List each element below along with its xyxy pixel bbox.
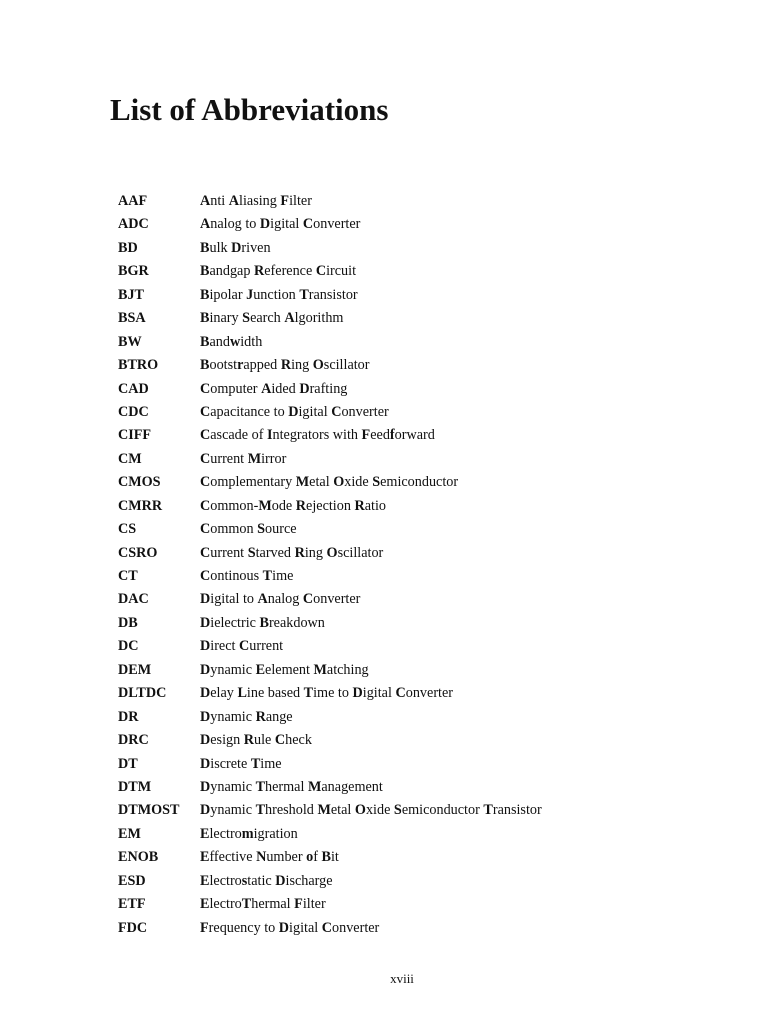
definition-text: ime — [272, 568, 294, 584]
definition-text: ime to — [313, 685, 353, 702]
abbreviation-definition — [200, 753, 282, 776]
page-number: xviii — [390, 971, 414, 986]
abbreviation-term: CIFF — [118, 427, 152, 444]
abbreviation-definition — [200, 870, 333, 893]
definition-initial: E — [255, 661, 266, 678]
definition-initial: B — [200, 263, 210, 280]
abbreviation-definition — [200, 682, 453, 705]
definition-text: ransistor — [308, 286, 358, 303]
abbreviation-definition — [200, 917, 379, 940]
definition-initial: F — [200, 919, 209, 936]
definition-initial: D — [352, 685, 363, 702]
definition-text: hermal — [251, 896, 295, 913]
abbreviation-term: BTRO — [118, 357, 159, 374]
abbreviation-definition — [200, 260, 356, 283]
abbreviation-row — [118, 354, 718, 377]
abbreviation-definition — [200, 706, 293, 729]
abbreviation-definition — [200, 471, 458, 494]
abbreviation-definition — [200, 518, 297, 541]
definition-initial: B — [200, 357, 210, 374]
definition-initial: C — [274, 732, 286, 749]
definition-initial: A — [200, 216, 211, 233]
definition-initial: B — [200, 310, 210, 327]
definition-initial: R — [255, 708, 266, 725]
definition-initial: D — [200, 778, 211, 795]
definition-text: ode — [271, 497, 296, 514]
definition-initial: R — [280, 357, 292, 374]
definition-text: apacitance to — [210, 403, 289, 420]
definition-text: omplementary — [210, 474, 296, 491]
abbreviation-row — [118, 213, 718, 236]
abbreviation-term: DR — [118, 708, 139, 725]
definition-text: igital to — [210, 591, 258, 608]
definition-initial: O — [326, 544, 338, 561]
definition-text: liasing — [239, 193, 281, 209]
definition-initial: D — [200, 638, 211, 655]
definition-initial: C — [200, 427, 211, 444]
definition-text: ascade of — [210, 427, 267, 444]
definition-initial: D — [299, 380, 310, 397]
abbreviation-row — [118, 917, 718, 940]
definition-initial: E — [200, 872, 210, 889]
definition-initial: A — [228, 193, 240, 209]
definition-initial: F — [361, 427, 371, 444]
definition-initial: f — [389, 427, 395, 444]
definition-initial: M — [295, 474, 310, 491]
definition-initial: E — [200, 825, 210, 842]
definition-initial: C — [321, 919, 333, 936]
abbreviation-definition — [200, 846, 339, 869]
definition-text: atching — [326, 661, 369, 678]
definition-text: apped — [243, 357, 281, 374]
definition-initial: C — [395, 685, 406, 702]
abbreviation-term: AAF — [118, 193, 148, 209]
definition-initial: D — [259, 216, 271, 233]
definition-text: scillator — [323, 357, 370, 374]
definition-initial: s — [241, 872, 248, 889]
abbreviation-definition — [200, 495, 386, 518]
abbreviation-definition — [200, 307, 343, 330]
abbreviation-definition — [200, 893, 326, 916]
definition-text: irror — [261, 450, 287, 467]
definition-initial: B — [200, 333, 210, 350]
definition-text: elay — [210, 685, 238, 702]
definition-initial: D — [200, 708, 211, 725]
definition-initial: B — [200, 286, 210, 303]
abbreviation-term: CT — [118, 568, 138, 584]
abbreviation-definition — [200, 401, 389, 424]
abbreviation-term: EM — [118, 825, 141, 842]
definition-initial: R — [294, 544, 305, 561]
definition-text: ource — [265, 521, 297, 538]
abbreviation-row — [118, 284, 718, 307]
abbreviation-row — [118, 753, 718, 776]
definition-text: ircuit — [326, 263, 357, 280]
abbreviation-term: DTM — [118, 778, 152, 795]
definition-initial: T — [250, 755, 261, 772]
definition-text: esign — [210, 732, 244, 749]
abbreviation-row — [118, 635, 718, 658]
abbreviation-list — [118, 190, 718, 940]
definition-initial: N — [256, 849, 267, 866]
definition-initial: T — [303, 685, 314, 702]
definition-initial: R — [354, 497, 365, 514]
definition-text: ransistor — [492, 802, 542, 819]
abbreviation-term: ETF — [118, 896, 146, 913]
definition-text: ulk — [209, 239, 232, 256]
definition-initial: m — [241, 825, 254, 842]
abbreviation-term: ESD — [118, 872, 146, 889]
definition-text: eed — [370, 427, 390, 444]
definition-text: hermal — [265, 778, 308, 795]
definition-text: ynamic — [210, 802, 256, 819]
definition-initial: B — [259, 614, 269, 631]
definition-initial: D — [200, 591, 211, 608]
definition-initial: M — [258, 497, 272, 514]
definition-initial: C — [200, 497, 211, 514]
definition-text: emiconductor — [401, 802, 484, 819]
abbreviation-term: BGR — [118, 263, 149, 280]
definition-text: earch — [250, 310, 285, 327]
abbreviation-row — [118, 823, 718, 846]
abbreviation-term: CAD — [118, 380, 149, 397]
definition-initial: C — [200, 450, 211, 467]
definition-text: onverter — [332, 919, 380, 936]
definition-initial: T — [255, 778, 266, 795]
abbreviation-term: DEM — [118, 661, 152, 678]
definition-initial: S — [242, 310, 251, 327]
abbreviation-term: CSRO — [118, 544, 158, 561]
definition-text: f — [313, 849, 322, 866]
abbreviation-row — [118, 331, 718, 354]
abbreviation-row — [118, 401, 718, 424]
definition-text: andgap — [209, 263, 254, 280]
abbreviation-row — [118, 542, 718, 565]
definition-text: urrent — [210, 544, 248, 561]
definition-initial: T — [483, 802, 493, 819]
abbreviation-definition — [200, 659, 369, 682]
abbreviation-definition — [200, 190, 312, 213]
definition-text: inary — [209, 310, 243, 327]
abbreviation-term: ADC — [118, 216, 149, 233]
definition-text: hreshold — [265, 802, 318, 819]
definition-text: requency to — [208, 919, 279, 936]
definition-text: unction — [253, 286, 300, 303]
definition-initial: B — [321, 849, 331, 866]
definition-initial: M — [313, 661, 327, 678]
definition-text: it — [330, 849, 339, 866]
definition-text: onverter — [405, 685, 454, 702]
abbreviation-term: BD — [118, 239, 138, 256]
abbreviation-definition — [200, 588, 360, 611]
definition-initial: L — [237, 685, 247, 702]
definition-initial: C — [315, 263, 327, 280]
definition-initial: C — [200, 380, 211, 397]
abbreviation-row — [118, 846, 718, 869]
definition-text: reakdown — [268, 614, 325, 631]
abbreviation-row — [118, 659, 718, 682]
abbreviation-definition — [200, 354, 370, 377]
definition-text: ntegrators with — [272, 427, 362, 444]
definition-text: ilter — [289, 193, 312, 209]
definition-initial: M — [247, 450, 262, 467]
definition-text: etal — [309, 474, 334, 491]
definition-initial: C — [302, 591, 314, 608]
abbreviation-definition — [200, 424, 435, 447]
definition-text: idth — [240, 333, 263, 350]
abbreviation-term: DB — [118, 614, 138, 631]
definition-text: ing — [291, 357, 313, 374]
definition-text: lgorithm — [294, 310, 344, 327]
definition-text: and — [209, 333, 230, 350]
definition-text: nalog to — [210, 216, 260, 233]
abbreviation-row — [118, 190, 718, 213]
abbreviation-row — [118, 893, 718, 916]
definition-initial: M — [317, 802, 331, 819]
definition-text: urrent — [249, 638, 284, 655]
definition-initial: T — [255, 802, 266, 819]
definition-text: igital — [362, 685, 396, 702]
abbreviation-term: BW — [118, 333, 142, 350]
abbreviation-term: DLTDC — [118, 685, 167, 702]
definition-text: ine based — [246, 685, 304, 702]
definition-text: ilter — [302, 896, 326, 913]
definition-initial: A — [261, 380, 272, 397]
definition-text: eference — [264, 263, 316, 280]
definition-text: scillator — [337, 544, 384, 561]
definition-initial: M — [307, 778, 322, 795]
definition-text: ime — [260, 755, 282, 772]
abbreviation-row — [118, 237, 718, 260]
definition-text: ule — [254, 732, 275, 749]
definition-initial: O — [354, 802, 366, 819]
abbreviation-term: DC — [118, 638, 139, 655]
definition-initial: C — [200, 403, 211, 420]
definition-text: ing — [304, 544, 327, 561]
abbreviation-row — [118, 729, 718, 752]
abbreviation-definition — [200, 378, 347, 401]
definition-text: nti — [210, 193, 229, 209]
abbreviation-row — [118, 518, 718, 541]
abbreviation-row — [118, 260, 718, 283]
abbreviation-term: CMRR — [118, 497, 163, 514]
definition-text: lectro — [209, 825, 242, 842]
abbreviation-definition — [200, 237, 271, 260]
abbreviation-row — [118, 588, 718, 611]
abbreviation-term: DRC — [118, 732, 149, 749]
abbreviation-definition — [200, 331, 262, 354]
definition-initial: R — [254, 263, 265, 280]
abbreviation-row — [118, 799, 718, 822]
definition-initial: T — [299, 286, 309, 303]
definition-initial: T — [241, 896, 252, 913]
abbreviation-definition — [200, 635, 283, 658]
definition-text: xide — [344, 474, 373, 491]
definition-initial: S — [257, 521, 266, 538]
definition-text: ynamic — [210, 708, 256, 725]
definition-text: onverter — [313, 591, 361, 608]
definition-initial: D — [200, 685, 211, 702]
abbreviation-row — [118, 307, 718, 330]
definition-text: ffective — [209, 849, 257, 866]
definition-initial: O — [333, 474, 345, 491]
abbreviation-term: ENOB — [118, 849, 159, 866]
definition-initial: S — [372, 474, 381, 491]
definition-text: ontinous — [210, 568, 263, 584]
definition-text: ielectric — [210, 614, 260, 631]
abbreviation-row — [118, 682, 718, 705]
abbreviation-term: BSA — [118, 310, 146, 327]
definition-text: ynamic — [210, 661, 256, 678]
abbreviation-definition — [200, 823, 298, 846]
abbreviation-definition — [200, 565, 293, 588]
definition-initial: E — [200, 896, 210, 913]
abbreviation-term: CDC — [118, 403, 149, 420]
definition-initial: D — [200, 732, 211, 749]
abbreviation-term: FDC — [118, 919, 148, 936]
definition-text: tarved — [255, 544, 295, 561]
definition-text: omputer — [210, 380, 262, 397]
definition-text: tatic — [247, 872, 276, 889]
definition-initial: D — [200, 661, 211, 678]
definition-initial: R — [243, 732, 254, 749]
definition-text: irect — [210, 638, 239, 655]
definition-initial: F — [294, 896, 303, 913]
abbreviation-definition — [200, 448, 286, 471]
definition-text: anagement — [321, 778, 383, 795]
abbreviation-row — [118, 378, 718, 401]
definition-initial: C — [239, 638, 250, 655]
definition-text: ided — [271, 380, 300, 397]
definition-text: ange — [265, 708, 293, 725]
definition-text: urrent — [210, 450, 248, 467]
definition-text: etal — [330, 802, 355, 819]
abbreviation-definition — [200, 542, 383, 565]
abbreviation-row — [118, 776, 718, 799]
abbreviation-row — [118, 448, 718, 471]
definition-text: onverter — [341, 403, 389, 420]
definition-text: ischarge — [285, 872, 333, 889]
definition-text: heck — [285, 732, 312, 749]
definition-initial: S — [393, 802, 402, 819]
definition-text: lectro — [209, 896, 242, 913]
abbreviation-definition — [200, 776, 383, 799]
abbreviation-definition — [200, 729, 312, 752]
abbreviation-term: BJT — [118, 286, 145, 303]
definition-initial: D — [231, 239, 242, 256]
abbreviation-term: CM — [118, 450, 142, 467]
definition-initial: A — [257, 591, 268, 608]
definition-initial: D — [200, 614, 211, 631]
definition-initial: D — [275, 872, 286, 889]
definition-text: igration — [253, 825, 298, 842]
definition-initial: C — [302, 216, 314, 233]
abbreviation-row — [118, 870, 718, 893]
definition-initial: r — [237, 357, 244, 374]
abbreviation-term: CS — [118, 521, 137, 538]
abbreviation-row — [118, 706, 718, 729]
abbreviation-term: DAC — [118, 591, 149, 608]
definition-text: element — [265, 661, 314, 678]
definition-text: ommon — [210, 521, 258, 538]
definition-initial: B — [200, 239, 210, 256]
definition-initial: D — [200, 802, 211, 819]
definition-initial: D — [278, 919, 290, 936]
definition-text: emiconductor — [380, 474, 459, 491]
definition-text: igital — [270, 216, 303, 233]
definition-text: igital — [289, 919, 322, 936]
abbreviation-term: DTMOST — [118, 802, 180, 819]
definition-text: riven — [241, 239, 271, 256]
abbreviation-row — [118, 495, 718, 518]
abbreviation-row — [118, 471, 718, 494]
definition-initial: D — [288, 403, 299, 420]
definition-text: rafting — [309, 380, 348, 397]
definition-initial: T — [262, 568, 273, 584]
definition-initial: C — [200, 544, 211, 561]
abbreviation-row — [118, 612, 718, 635]
definition-initial: A — [200, 193, 211, 209]
definition-initial: w — [229, 333, 241, 350]
abbreviation-row — [118, 424, 718, 447]
definition-initial: C — [200, 568, 211, 584]
abbreviation-definition — [200, 213, 360, 236]
definition-initial: J — [246, 286, 254, 303]
abbreviation-term: DT — [118, 755, 138, 772]
definition-initial: O — [312, 357, 324, 374]
definition-initial: D — [200, 755, 211, 772]
definition-text: igital — [298, 403, 332, 420]
definition-text: atio — [364, 497, 387, 514]
page-title: List of Abbreviations — [110, 92, 389, 127]
definition-initial: F — [280, 193, 290, 209]
definition-text: orward — [394, 427, 435, 444]
definition-initial: R — [295, 497, 307, 514]
definition-text: onverter — [313, 216, 361, 233]
definition-initial: S — [247, 544, 256, 561]
definition-initial: A — [284, 310, 295, 327]
abbreviation-definition — [200, 799, 542, 822]
definition-text: umber — [266, 849, 307, 866]
definition-text: lectro — [209, 872, 242, 889]
definition-text: ommon- — [210, 497, 259, 514]
definition-text: nalog — [267, 591, 303, 608]
definition-text: ynamic — [210, 778, 256, 795]
abbreviation-row — [118, 565, 718, 588]
abbreviation-definition — [200, 612, 325, 635]
definition-text: ejection — [306, 497, 355, 514]
definition-initial: I — [266, 427, 273, 444]
definition-initial: C — [200, 474, 211, 491]
definition-text: xide — [365, 802, 394, 819]
definition-text: iscrete — [210, 755, 251, 772]
definition-initial: C — [200, 521, 211, 538]
definition-initial: E — [200, 849, 210, 866]
definition-text: ipolar — [209, 286, 247, 303]
definition-text: ootst — [209, 357, 238, 374]
definition-initial: C — [331, 403, 342, 420]
abbreviation-term: CMOS — [118, 474, 161, 491]
definition-initial: o — [306, 849, 314, 866]
abbreviation-definition — [200, 284, 358, 307]
